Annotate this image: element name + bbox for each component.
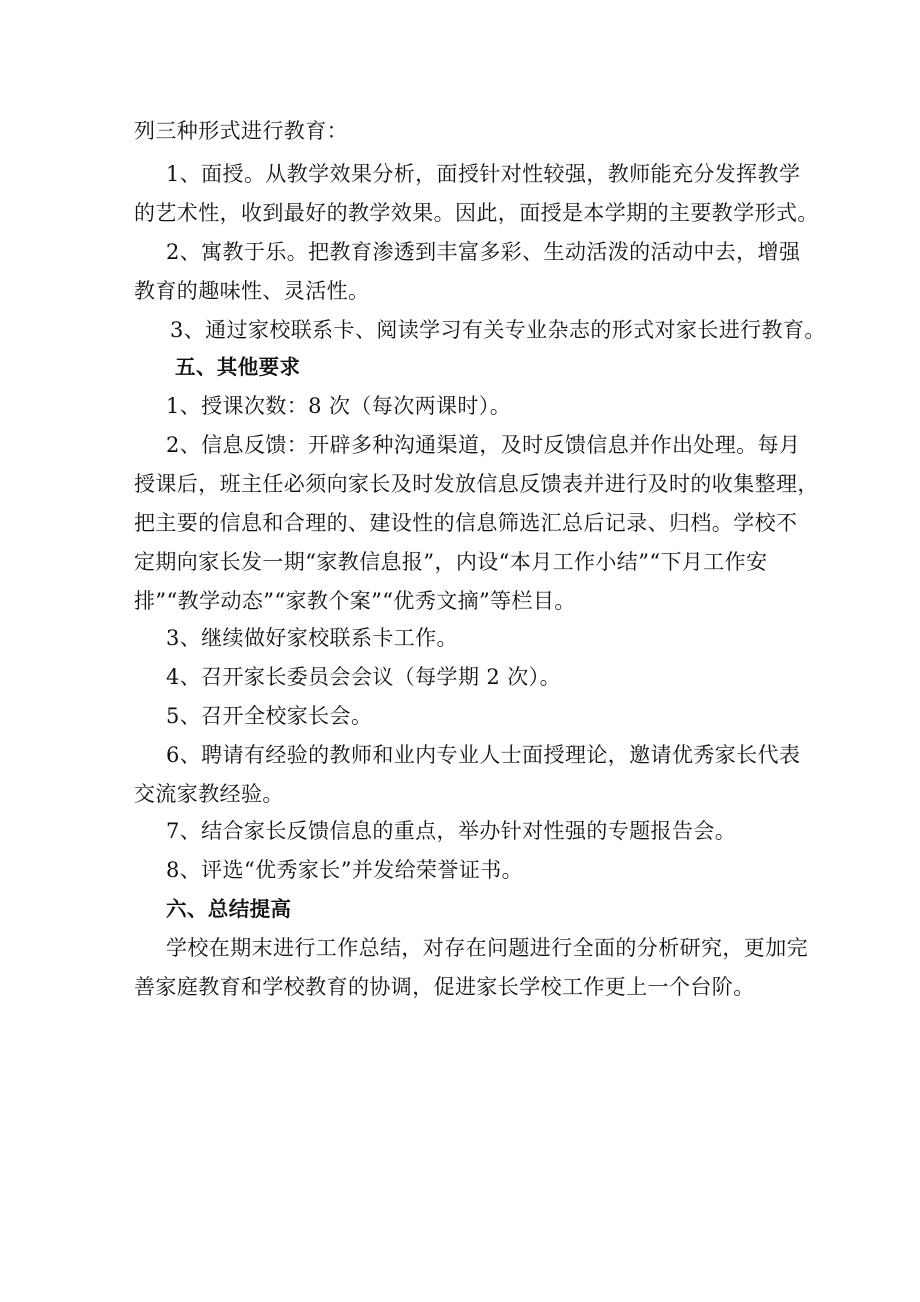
section-heading: 五、其他要求 <box>175 355 301 379</box>
text-line: 3、继续做好家校联系卡工作。 <box>166 626 458 650</box>
text-line: 8、评选“优秀家长”并发给荣誉证书。 <box>166 858 524 882</box>
text-line: 排”“教学动态”“家教个案”“优秀文摘”等栏目。 <box>134 589 576 613</box>
text-line: 2、信息反馈：开辟多种沟通渠道，及时反馈信息并作出处理。每月 <box>166 433 801 457</box>
text-line: 授课后，班主任必须向家长及时发放信息反馈表并进行及时的收集整理， <box>134 472 819 496</box>
text-line: 2、寓教于乐。把教育渗透到丰富多彩、生动活泼的活动中去，增强 <box>166 240 801 264</box>
text-line: 定期向家长发一期“家教信息报”，内设“本月工作小结”“下月工作安 <box>134 550 768 574</box>
section-heading: 六、总结提高 <box>166 897 292 921</box>
text-line: 1、授课次数：8 次（每次两课时）。 <box>166 394 512 418</box>
text-line: 列三种形式进行教育： <box>134 119 348 143</box>
text-line: 4、召开家长委员会会议（每学期 2 次）。 <box>166 665 561 689</box>
text-line: 5、召开全校家长会。 <box>166 704 373 728</box>
text-line: 6、聘请有经验的教师和业内专业人士面授理论，邀请优秀家长代表 <box>166 743 801 767</box>
text-line: 7、结合家长反馈信息的重点，举办针对性强的专题报告会。 <box>166 819 737 843</box>
text-line: 善家庭教育和学校教育的协调，促进家长学校工作更上一个台阶。 <box>134 975 755 999</box>
text-line: 教育的趣味性、灵活性。 <box>134 279 370 303</box>
text-line: 1、面授。从教学效果分析，面授针对性较强，教师能充分发挥教学 <box>166 162 801 186</box>
text-line: 的艺术性，收到最好的教学效果。因此，面授是本学期的主要教学形式。 <box>134 201 819 225</box>
text-line: 3、通过家校联系卡、阅读学习有关专业杂志的形式对家长进行教育。 <box>170 318 826 342</box>
text-line: 学校在期末进行工作总结，对存在问题进行全面的分析研究，更加完 <box>166 936 808 960</box>
text-line: 交流家教经验。 <box>134 782 284 806</box>
text-line: 把主要的信息和合理的、建设性的信息筛选汇总后记录、归档。学校不 <box>134 511 798 535</box>
